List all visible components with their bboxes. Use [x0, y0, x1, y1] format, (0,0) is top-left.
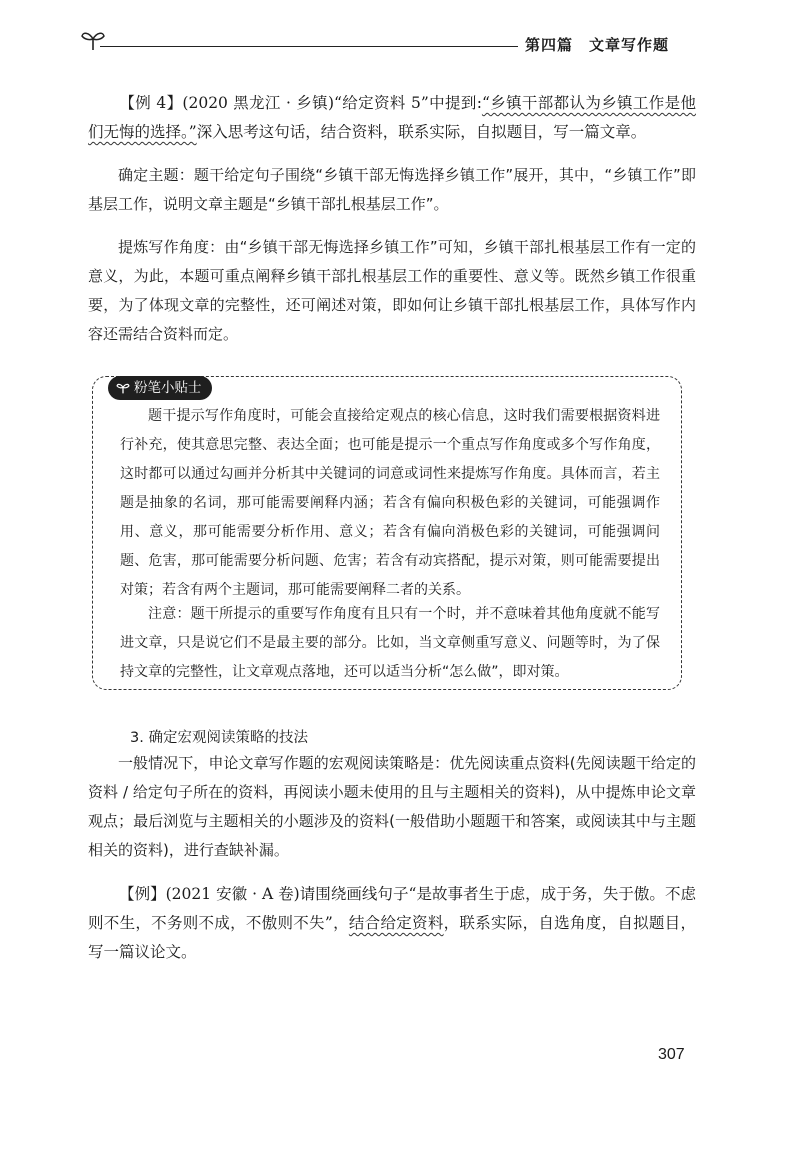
tips-label [108, 376, 212, 400]
sprout-icon [80, 28, 106, 52]
example-5-paragraph [88, 880, 696, 967]
example-5-lead: 【例】(2021 安徽 · A 卷)请围绕画线句子 [119, 885, 409, 903]
example-5-tail: ，联系实际，自选角度，自拟题目，写一篇议论文。 [88, 914, 696, 961]
section-3-body: 一般情况下，申论文章写作题的宏观阅读策略是：优先阅读重点资料(先阅读题干给定的资料 / 给定句子所在的资料，再阅读小题未使用的且与主题相关的资料)，从中提炼申论文章观点；最后浏览与主题相关的小题涉及的资料(一般借助小题题干和答案，或阅读其中与主题相关的资料)，进行查缺补漏。 [88, 754, 696, 859]
header-rule [100, 46, 518, 47]
tips-label-text: 粉笔小贴士 [134, 380, 202, 396]
example-5-mid: ， [332, 914, 349, 932]
example-5-emphasis: 结合给定资料 [348, 914, 444, 932]
example-4-tail: 深入思考这句话，结合资料，联系实际，自拟题目，写一篇文章。 [196, 123, 647, 141]
tips-paragraph-1: 题干提示写作角度时，可能会直接给定观点的核心信息，这时我们需要根据资料进行补充，使其意思完整、表达全面；也可能是提示一个重点写作角度或多个写作角度，这时都可以通过勾画并分析其中关键词的词意或词性来提炼写作角度。具体而言，若主题是抽象的名词，那可能需要阐释内涵；若含有偏向积极色彩的关键词，可能强调作用、意义，那可能需要分析作用、意义；若含有偏向消极色彩的关键词，可能强调问题、危害，那可能需要分析问题、危害；若含有动宾搭配，提示对策，则可能需要提出对策；若含有两个主题词，那可能需要阐释二者的关系。 [120, 408, 660, 598]
example-5-quote: “是故事者生于虑，成于务，失于傲。不虑则不生，不务则不成，不傲则不失” [88, 885, 696, 932]
section-header: 第四篇 文章写作题 [525, 36, 670, 54]
tips-paragraph-2: 注意：题干所提示的重要写作角度有且只有一个时，并不意味着其他角度就不能写进文章，只是说它们不是最主要的部分。比如，当文章侧重写意义、问题等时，为了保持文章的完整性，让文章观点落地，还可以适当分析“怎么做”，即对策。 [120, 606, 660, 680]
example-4-paragraph [88, 89, 696, 147]
sprout-small-icon [116, 381, 130, 395]
page-number: 307 [658, 1046, 685, 1063]
section-3-heading: 3. 确定宏观阅读策略的技法 [130, 730, 308, 746]
example-4-lead: 【例 4】(2020 黑龙江 · 乡镇)“给定资料 5”中提到: [119, 94, 482, 112]
example-4-quote: “乡镇干部都认为乡镇工作是他们无悔的选择。” [88, 94, 696, 141]
angle-paragraph: 提炼写作角度：由“乡镇干部无悔选择乡镇工作”可知，乡镇干部扎根基层工作有一定的意义，为此，本题可重点阐释乡镇干部扎根基层工作的重要性、意义等。既然乡镇工作很重要，为了体现文章的完整性，还可阐述对策，即如何让乡镇干部扎根基层工作，具体写作内容还需结合资料而定。 [88, 238, 696, 343]
theme-paragraph: 确定主题：题干给定句子围绕“乡镇干部无悔选择乡镇工作”展开，其中，“乡镇工作”即基层工作，说明文章主题是“乡镇干部扎根基层工作”。 [88, 166, 696, 213]
